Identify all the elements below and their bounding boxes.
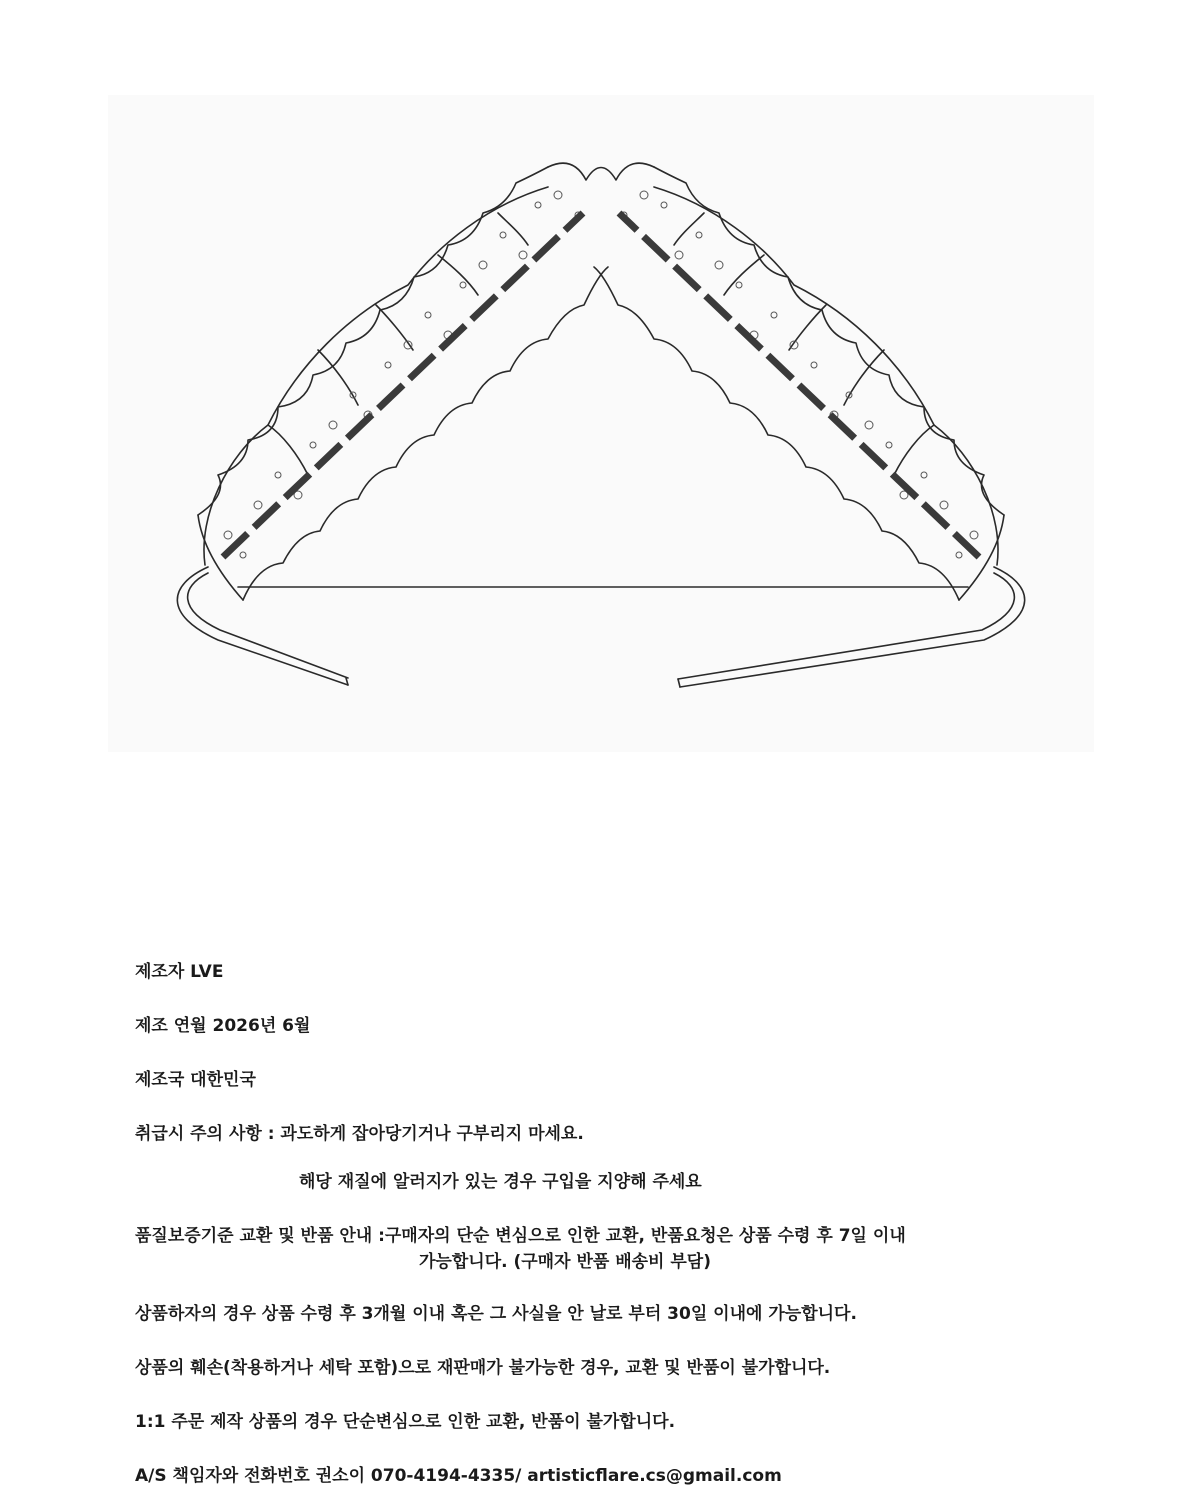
band-left-back (177, 567, 348, 685)
handling-caution-line: 취급시 주의 사항 : 과도하게 잡아당기거나 구부리지 마세요. (135, 1124, 584, 1144)
allergy-note-line: 해당 재질에 알러지가 있는 경우 구입을 지양해 주세요 (299, 1172, 702, 1192)
custom-order-policy-line: 1:1 주문 제작 상품의 경우 단순변심으로 인한 교환, 반품이 불가합니다. (135, 1412, 676, 1432)
manufacture-date-line: 제조 연월 2026년 6월 (135, 1016, 311, 1036)
as-contact-line: A/S 책임자와 전화번호 권소이 070-4194-4335/ artisticflare.cs@gmail.com (135, 1466, 782, 1486)
damage-policy-line: 상품의 훼손(착용하거나 세탁 포함)으로 재판매가 불가능한 경우, 교환 및 반품이 불가합니다. (135, 1358, 831, 1378)
country-line: 제조국 대한민국 (135, 1070, 256, 1090)
product-illustration (108, 95, 1094, 752)
headband-line-drawing (108, 95, 1094, 752)
defect-policy-line: 상품하자의 경우 상품 수령 후 3개월 이내 혹은 그 사실을 안 날로 부터 30일 이내에 가능합니다. (135, 1304, 857, 1324)
manufacturer-line: 제조자 LVE (135, 962, 224, 982)
ribbon-right (619, 213, 979, 557)
band-right-back (680, 567, 1025, 687)
ribbon-left (223, 213, 583, 557)
quality-guarantee-line-1: 품질보증기준 교환 및 반품 안내 :구매자의 단순 변심으로 인한 교환, 반품요청은 상품 수령 후 7일 이내 (135, 1226, 906, 1246)
quality-guarantee-line-2: 가능합니다. (구매자 반품 배송비 부담) (419, 1252, 712, 1272)
